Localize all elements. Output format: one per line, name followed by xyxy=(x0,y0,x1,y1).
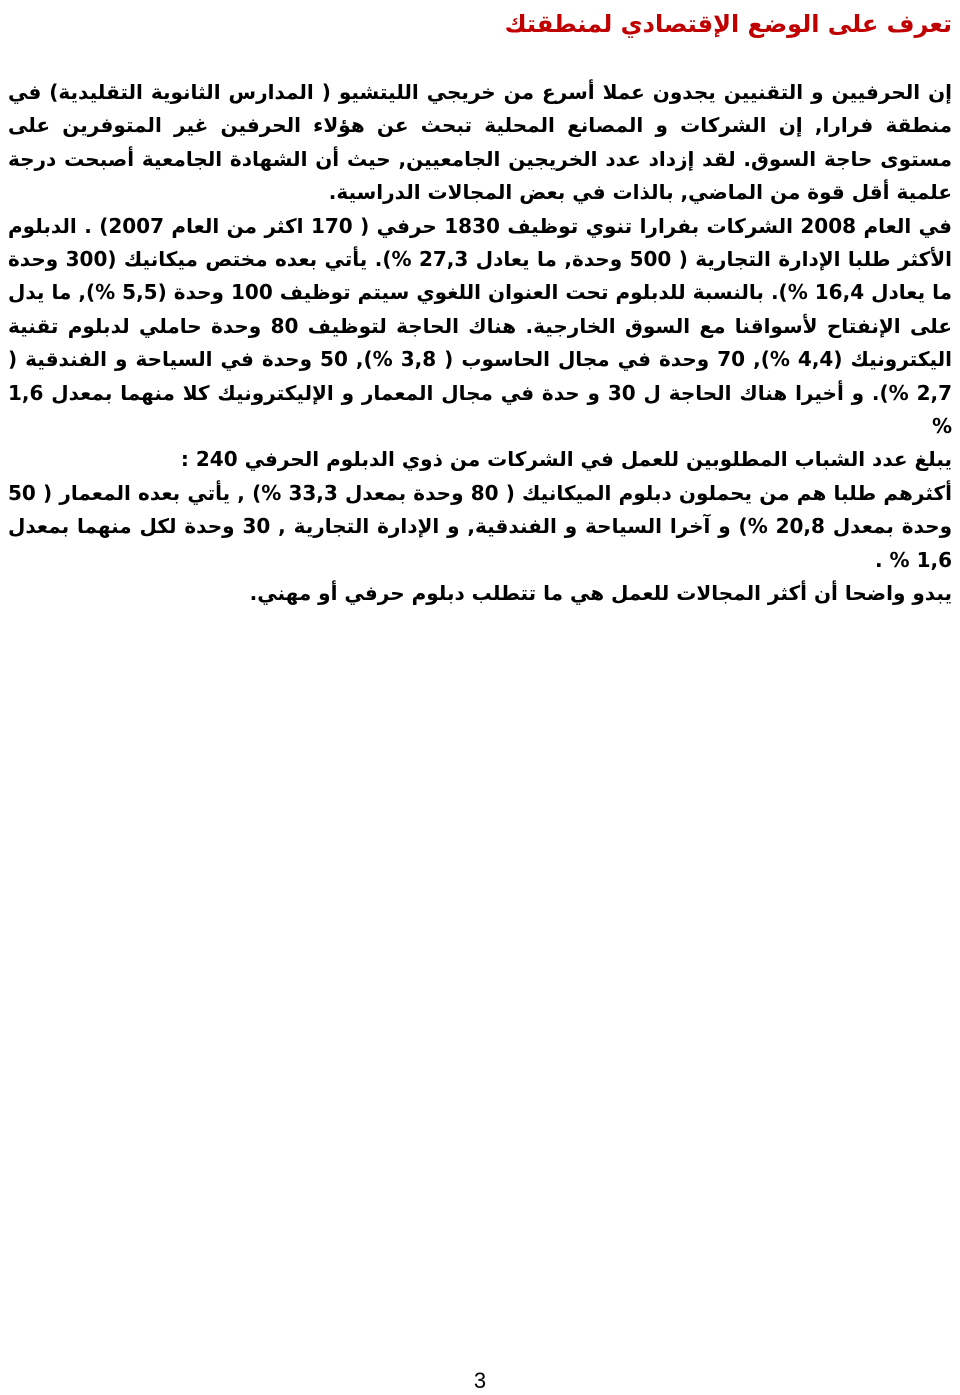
paragraph-2008-hiring: في العام 2008 الشركات بفرارا تنوي توظيف 1830 حرفي ( 170 اكثر من العام 2007) . الدبلوم الأكثر طلبا الإدارة التجارية ( 500 وحدة, ما يعادل 27,3 %). يأتي بعده مختص ميكانيك (300 وحدة ما يعادل 16,4 %). بالنسبة للدبلوم تحت العنوان اللغوي سيتم توظيف 100 وحدة (5,5 %), ما يدل على الإنفتاح لأسواقنا مع السوق الخارجية. هناك الحاجة لتوظيف 80 وحدة حاملي لدبلوم تقنية اليكترونيك (4,4 %), 70 وحدة في مجال الحاسوب ( 3,8 %), 50 وحدة في السياحة و الفندقية ( 2,7 %). و أخيرا هناك الحاجة ل 30 و حدة في مجال المعمار و الإليكترونيك كلا منهما بمعدل 1,6 % xyxy=(8,213,953,439)
page-title: تعرف على الوضع الإقتصادي لمنطقتك xyxy=(504,10,952,38)
paragraph-youth-count: يبلغ عدد الشباب المطلوبين للعمل في الشركات من ذوي الدبلوم الحرفي 240 : xyxy=(180,447,952,472)
page-number: 3 xyxy=(473,1368,487,1393)
paragraph-most-demanded: أكثرهم طلبا هم من يحملون دبلوم الميكانيك ( 80 وحدة بمعدل 33,3 %) , يأتي بعده المعمار ( 50 وحدة بمعدل 20,8 %) و آخرا السياحة و الفندقية, و الإدارة التجارية , 30 وحدة لكل منهما بمعدل 1,6 % . xyxy=(8,480,952,572)
document-body xyxy=(8,76,952,611)
paragraph-conclusion: يبدو واضحا أن أكثر المجالات للعمل هي ما تتطلب دبلوم حرفي أو مهني. xyxy=(249,581,952,606)
paragraph-intro: إن الحرفيين و التقنيين يجدون عملا أسرع من خريجي الليتشيو ( المدارس الثانوية التقليدية) في منطقة فرارا, إن الشركات و المصانع المحلية تبحث عن هؤلاء الحرفين غير المتوفرين على مستوى حاجة السوق. لقد إزداد عدد الخريجين الجامعيين, حيث أن الشهادة الجامعية أصبحت درجة علمية أقل قوة من الماضي, بالذات في بعض المجالات الدراسية. xyxy=(8,80,952,205)
